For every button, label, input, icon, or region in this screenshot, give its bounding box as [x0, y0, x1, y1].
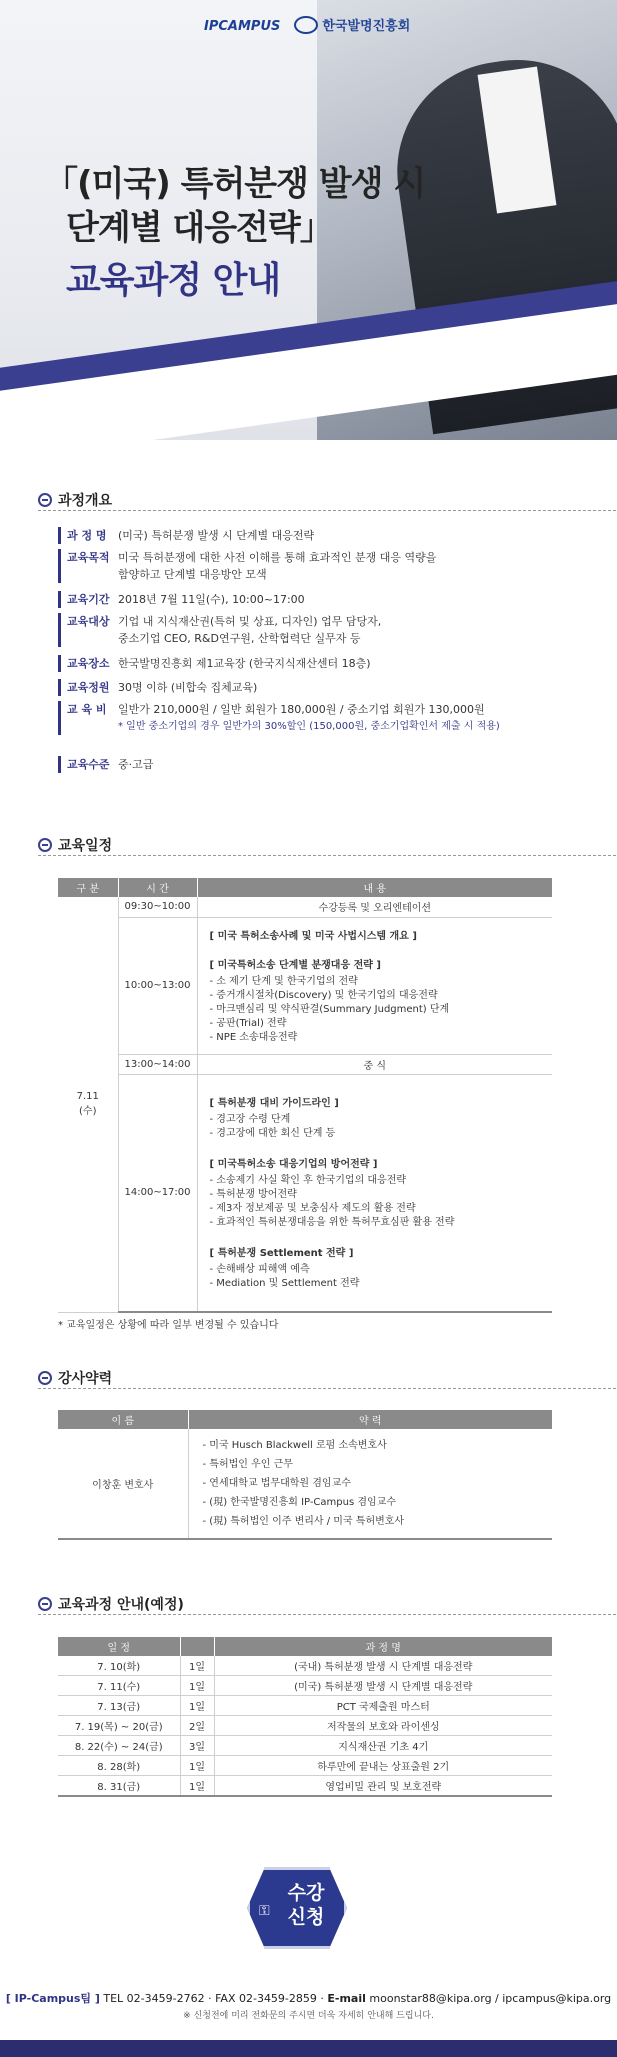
overview-value: 미국 특허분쟁에 대한 사전 이해를 통해 효과적인 분쟁 대응 역량을 함양하고 단계별 대응방안 모색 [118, 551, 437, 581]
content-cell: [ 미국 특허소송사례 및 미국 사법시스템 개요 ] [ 미국특허소송 단계별 분쟁대응 전략 ] - 소 제기 단계 및 한국기업의 전략 - 증거개시절차(Discovery) 및 한국기업의 대응전략 - 마크맨심리 및 약식판결(Summary Judgment) 단계 - 공판(Trial) 전략 - NPE 소송대응전략 [197, 917, 552, 1054]
course-days: 3일 [180, 1736, 214, 1756]
table-row [58, 1676, 552, 1696]
overview-row [58, 756, 558, 773]
course-days: 2일 [180, 1716, 214, 1736]
overview-label: 교육수준 [58, 756, 118, 773]
ip-campus-logo[interactable]: IPCAMPUS [204, 19, 281, 34]
list-item: - 경고장에 대한 회신 단계 등 [209, 1128, 336, 1140]
list-item: - (現) 특허법인 이주 변리사 / 미국 특허변호사 [202, 1516, 405, 1527]
time-cell: 13:00~14:00 [118, 1054, 197, 1074]
col-header [180, 1637, 214, 1656]
schedule-note: * 교육일정은 상황에 따라 일부 변경될 수 있습니다 [58, 1320, 279, 1331]
overview-row [58, 679, 558, 696]
course-days: 1일 [180, 1776, 214, 1797]
list-item: - 증거개시절차(Discovery) 및 한국기업의 대응전략 [209, 989, 438, 1001]
logo-area [204, 14, 410, 35]
course-date: 8. 31(금) [58, 1776, 180, 1797]
course-days: 1일 [180, 1696, 214, 1716]
schedule-date-cell: 7.11 (수) [58, 897, 118, 1312]
course-days: 1일 [180, 1756, 214, 1776]
overview-heading: 과정개요 [38, 490, 112, 510]
course-date: 7. 13(금) [58, 1696, 180, 1716]
overview-label: 교 육 비 [58, 701, 118, 735]
col-header: 시 간 [118, 878, 197, 897]
list-item: - 미국 Husch Blackwell 로펌 소속변호사 [202, 1440, 387, 1451]
overview-label: 교육정원 [58, 679, 118, 696]
table-row [58, 1696, 552, 1716]
course-date: 8. 28(화) [58, 1756, 180, 1776]
overview-label: 과 정 명 [58, 527, 118, 544]
list-item: - 특허분쟁 방어전략 [209, 1189, 297, 1201]
overview-value: 2018년 7월 11일(수), 10:00~17:00 [118, 593, 305, 606]
contact-note: ※ 신청전에 미리 전화문의 주시면 더욱 자세히 안내해 드립니다. [183, 2011, 434, 2021]
table-row [58, 1736, 552, 1756]
time-cell: 09:30~10:00 [118, 897, 197, 917]
content-cell: 수강등록 및 오리엔테이션 [197, 897, 552, 917]
contact-info: [ IP-Campus팀 ] TEL 02-3459-2762 · FAX 02-3459-2859 · E-mail moonstar88@kipa.org / ipcampus@kipa.org [5, 1992, 612, 2005]
list-item: - Mediation 및 Settlement 전략 [209, 1278, 360, 1290]
list-item: - 소송제기 사실 확인 후 한국기업의 대응전략 [209, 1175, 407, 1187]
course-date: 7. 19(목) ~ 20(금) [58, 1716, 180, 1736]
apply-button[interactable]: ⚿ 수강 신청 [247, 1867, 347, 1949]
overview-value: 중·고급 [118, 758, 154, 771]
overview-label: 교육대상 [58, 613, 118, 647]
overview-value: 일반가 210,000원 / 일반 회원가 180,000원 / 중소기업 회원가 130,000원 * 일반 중소기업의 경우 일반가의 30%할인 (150,000원, 중소기업확인서 제출 시 적용) [118, 701, 558, 735]
course-name: 저작물의 보호와 라이센싱 [214, 1716, 552, 1736]
list-item: - NPE 소송대응전략 [209, 1031, 298, 1043]
course-name: 하루만에 끝내는 상표출원 2기 [214, 1756, 552, 1776]
course-name: PCT 국제출원 마스터 [214, 1696, 552, 1716]
instructor-table [58, 1410, 552, 1540]
schedule-heading: 교육일정 [38, 835, 112, 855]
overview-value: 한국발명진흥회 제1교육장 (한국지식재산센터 18층) [118, 657, 371, 670]
col-header: 일 정 [58, 1637, 180, 1656]
footer-bar [0, 2040, 617, 2057]
list-item: - 공판(Trial) 전략 [209, 1017, 287, 1029]
course-date: 7. 11(수) [58, 1676, 180, 1696]
instructor-career [188, 1429, 552, 1539]
overview-divider [38, 510, 616, 511]
courses-divider [38, 1614, 616, 1615]
course-days: 1일 [180, 1676, 214, 1696]
overview-value: 기업 내 지식재산권(특허 및 상표, 디자인) 업무 담당자, 중소기업 CEO, R&D연구원, 산학협력단 실무자 등 [118, 615, 382, 645]
col-header: 구 분 [58, 878, 118, 897]
list-item: - 마크맨심리 및 약식판결(Summary Judgment) 단계 [209, 1003, 450, 1015]
table-row [58, 1656, 552, 1676]
col-header: 약 력 [188, 1410, 552, 1429]
course-date: 8. 22(수) ~ 24(금) [58, 1736, 180, 1756]
instructor-heading: 강사약력 [38, 1368, 112, 1388]
arrow-circle-icon [38, 1597, 52, 1611]
table-row [58, 1756, 552, 1776]
time-cell: 10:00~13:00 [118, 917, 197, 1054]
schedule-divider [38, 855, 616, 856]
key-icon: ⚿ [259, 1903, 270, 1919]
overview-value: 30명 이하 (비합숙 집체교육) [118, 681, 258, 694]
list-item: - 연세대학교 법무대학원 겸임교수 [202, 1478, 351, 1489]
time-cell: 14:00~17:00 [118, 1074, 197, 1312]
list-item: - 제3자 정보제공 및 보충심사 제도의 활용 전략 [209, 1203, 416, 1215]
arrow-circle-icon [38, 838, 52, 852]
content-cell: [ 특허분쟁 대비 가이드라인 ] - 경고장 수령 단계 - 경고장에 대한 회신 단계 등 [ 미국특허소송 대응기업의 방어전략 ] - 소송제기 사실 확인 후 한국기업의 대응전략 - 특허분쟁 방어전략 - 제3자 정보제공 및 보충심사 제도의 활용 전략 - 효과적인 특허분쟁대응을 위한 특허무효심판 활용 전략 [ 특허분쟁 Settlement 전략 ] - 손해배상 피해액 예측 - Mediation 및 Settlement 전략 [197, 1074, 552, 1312]
table-row [58, 1716, 552, 1736]
email-link[interactable]: moonstar88@kipa.org / ipcampus@kipa.org [369, 1992, 612, 2005]
arrow-circle-icon [38, 493, 52, 507]
arrow-circle-icon [38, 1371, 52, 1385]
overview-row [58, 655, 558, 672]
list-item: - 효과적인 특허분쟁대응을 위한 특허무효심판 활용 전략 [209, 1217, 455, 1229]
overview-label: 교육기간 [58, 591, 118, 608]
course-days: 1일 [180, 1656, 214, 1676]
discount-note: * 일반 중소기업의 경우 일반가의 30%할인 (150,000원, 중소기업확인서 제출 시 적용) [118, 721, 500, 732]
list-item: - 특허법인 우인 근무 [202, 1459, 293, 1470]
overview-row [58, 613, 558, 647]
overview-row [58, 527, 558, 544]
schedule-table [58, 878, 552, 1313]
col-header: 내 용 [197, 878, 552, 897]
instructor-divider [38, 1388, 616, 1389]
course-name: (국내) 특허분쟁 발생 시 단계별 대응전략 [214, 1656, 552, 1676]
hero-banner [0, 0, 617, 440]
list-item: - 소 제기 단계 및 한국기업의 전략 [209, 975, 358, 987]
overview-label: 교육목적 [58, 549, 118, 583]
list-item: - 손해배상 피해액 예측 [209, 1264, 310, 1276]
course-name: (미국) 특허분쟁 발생 시 단계별 대응전략 [214, 1676, 552, 1696]
overview-row [58, 591, 558, 608]
overview-label: 교육장소 [58, 655, 118, 672]
page-title: 「(미국) 특허분쟁 발생 시 단계별 대응전략」 [44, 164, 426, 248]
overview-row [58, 549, 558, 583]
overview-row [58, 701, 558, 735]
kipa-emblem-icon [294, 16, 318, 34]
instructor-name: 이창훈 변호사 [58, 1429, 188, 1539]
col-header: 과 정 명 [214, 1637, 552, 1656]
overview-value: (미국) 특허분쟁 발생 시 단계별 대응전략 [118, 529, 315, 542]
col-header: 이 름 [58, 1410, 188, 1429]
course-name: 영업비밀 관리 및 보호전략 [214, 1776, 552, 1797]
courses-heading: 교육과정 안내(예정) [38, 1594, 184, 1614]
course-date: 7. 10(화) [58, 1656, 180, 1676]
list-item: - (現) 한국발명진흥회 IP-Campus 겸임교수 [202, 1497, 397, 1508]
list-item: - 경고장 수령 단계 [209, 1114, 291, 1126]
kipa-logo[interactable]: 한국발명진흥회 [294, 15, 410, 34]
content-cell: 중 식 [197, 1054, 552, 1074]
course-name: 지식재산권 기초 4기 [214, 1736, 552, 1756]
page-subtitle: 교육과정 안내 [66, 260, 281, 301]
table-row [58, 1776, 552, 1797]
courses-table [58, 1637, 552, 1797]
